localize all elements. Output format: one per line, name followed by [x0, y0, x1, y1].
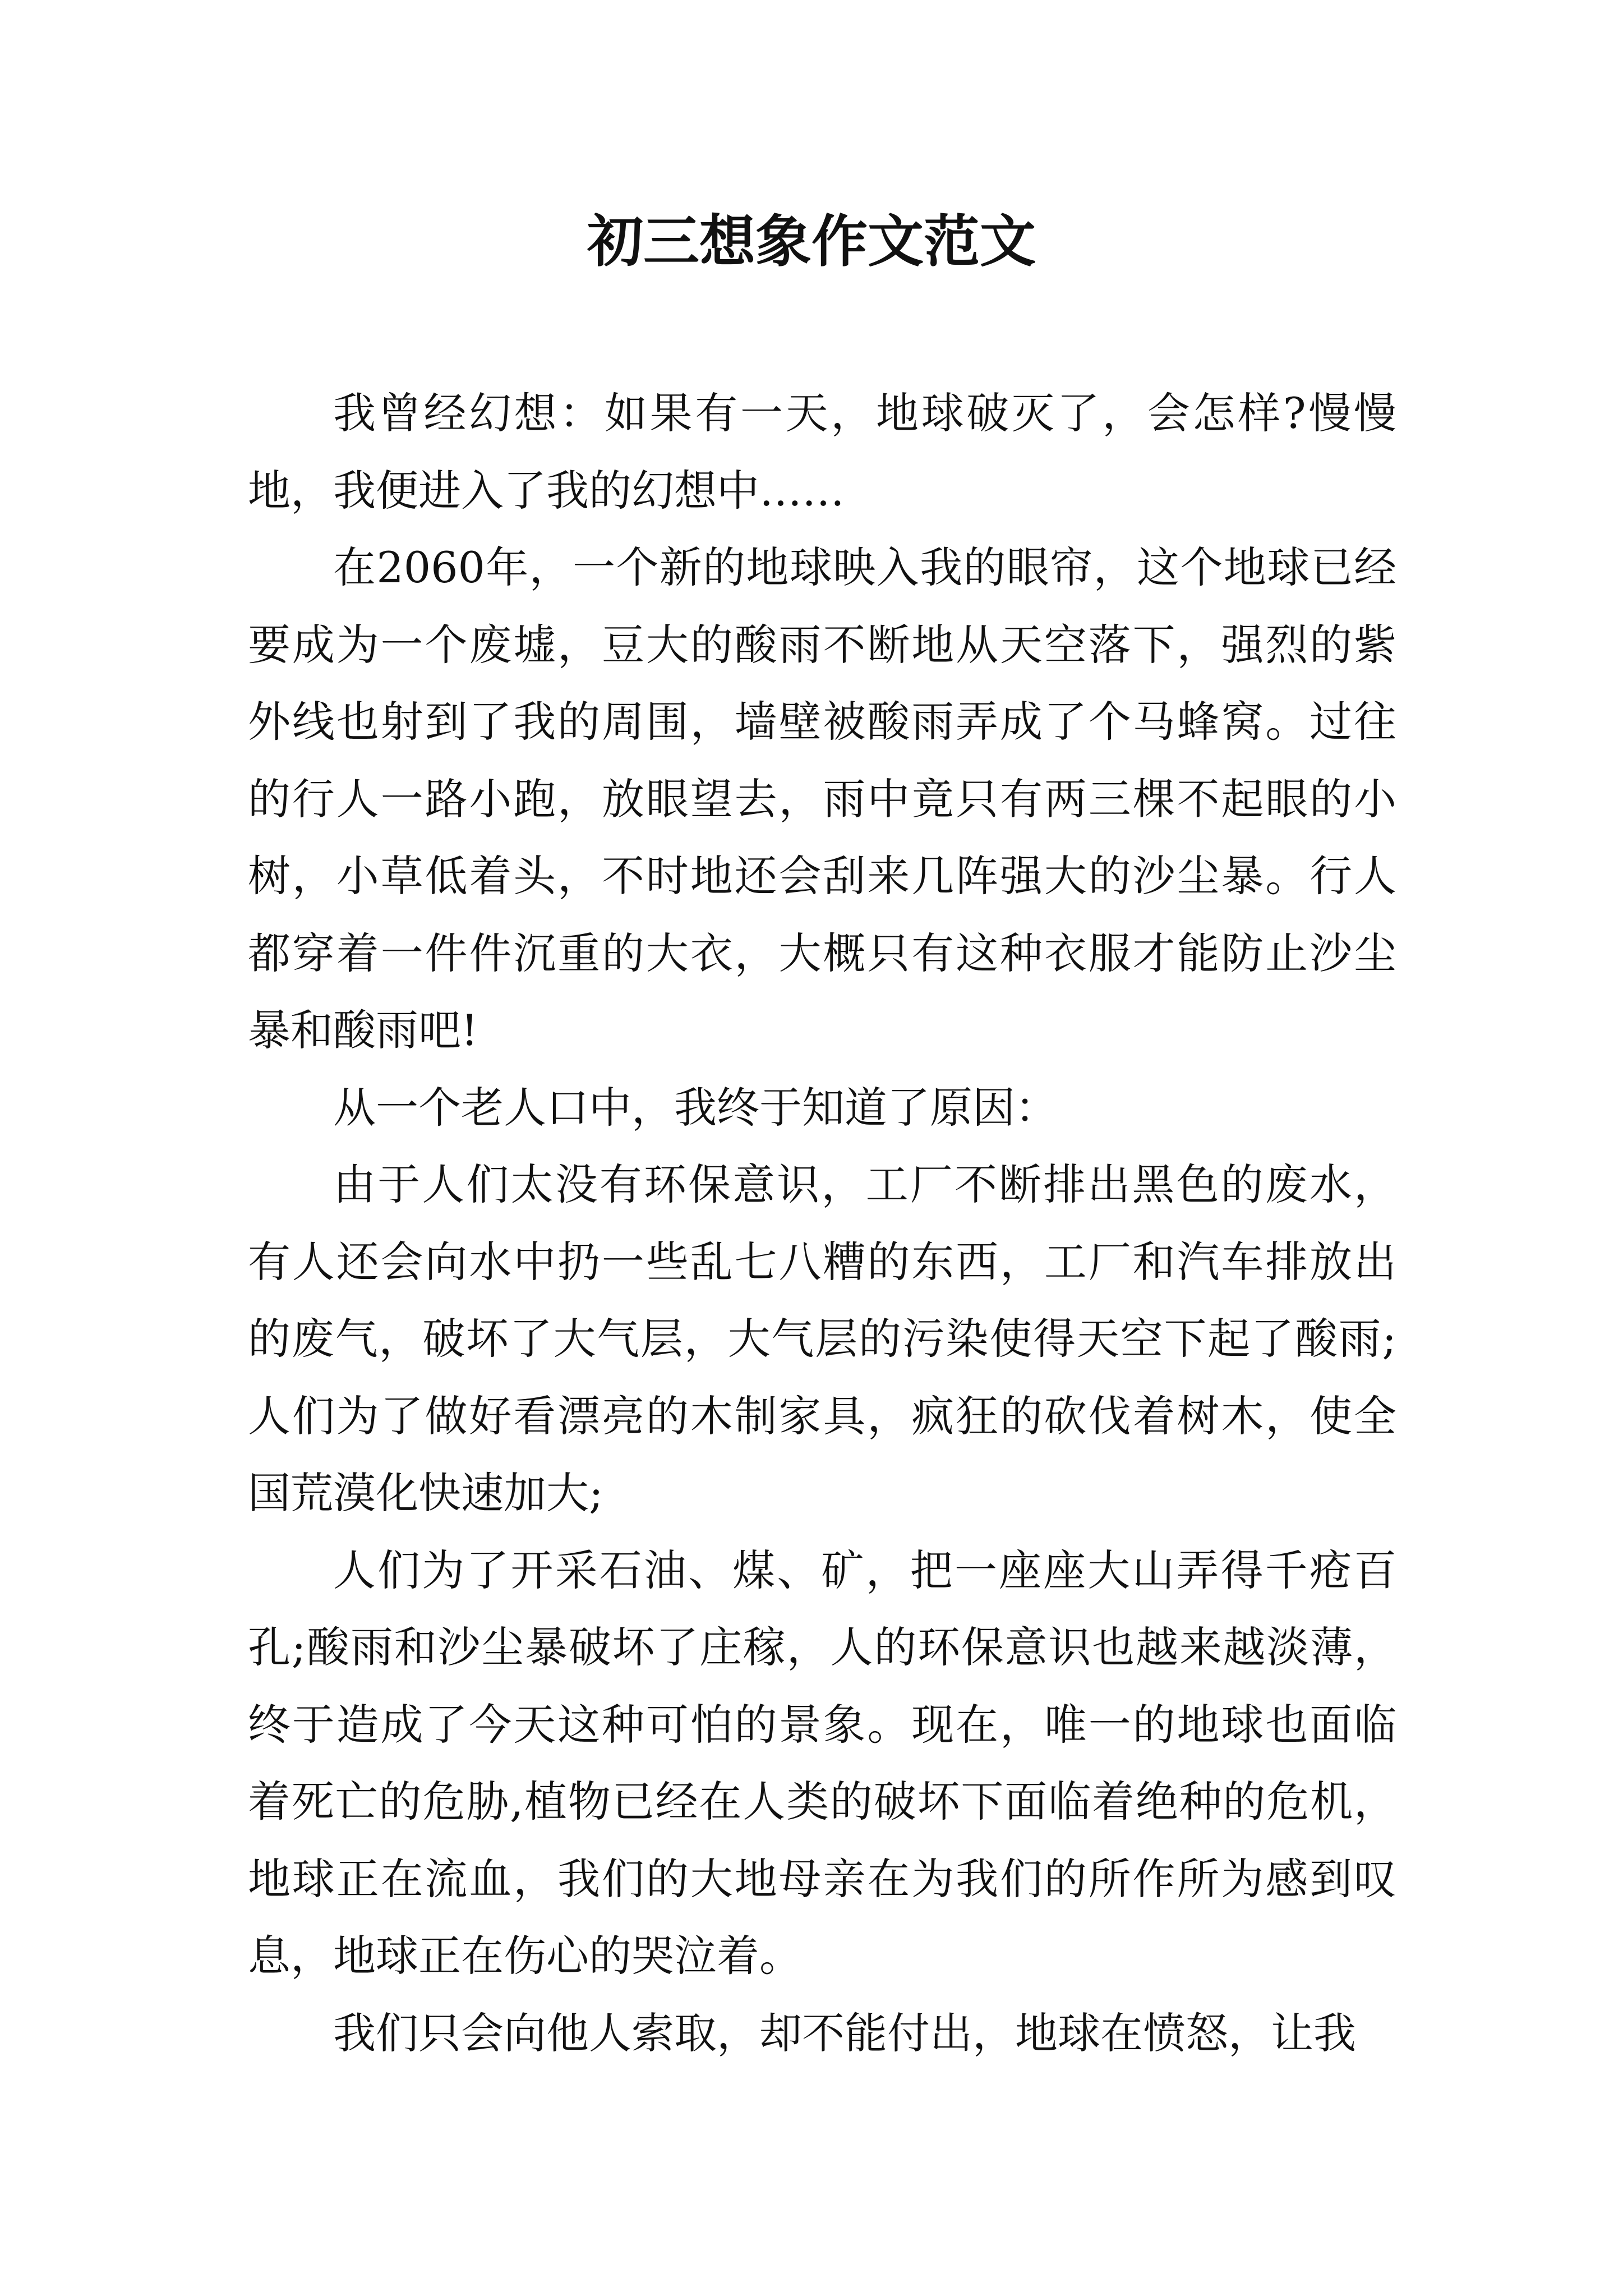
paragraph: 我们只会向他人索取，却不能付出，地球在愤怒，让我 [333, 2008, 1356, 2058]
document-body [248, 375, 1396, 2072]
paragraph: 人们为了开采石油、煤、矿，把一座座大山弄得千疮百孔;酸雨和沙尘暴破坏了庄稼，人的环保意识也越来越淡薄，终于造成了今天这种可怕的景象。现在，唯一的地球也面临着死亡的危胁,植物已经在人类的破坏下面临着绝种的危机，地球正在流血，我们的大地母亲在为我们的所作所为感到叹息，地球正在伤心的哭泣着。 [248, 1545, 1396, 1981]
paragraph: 我曾经幻想：如果有一天，地球破灭了，会怎样?慢慢地，我便进入了我的幻想中…… [248, 388, 1396, 516]
document-title: 初三想象作文范文 [587, 208, 1036, 274]
paragraph: 由于人们太没有环保意识，工厂不断排出黑色的废水，有人还会向水中扔一些乱七八糟的东西，工厂和汽车排放出的废气，破坏了大气层，大气层的污染使得天空下起了酸雨;人们为了做好看漂亮的木制家具，疯狂的砍伐着树木，使全国荒漠化快速加大; [248, 1159, 1396, 1518]
paragraph: 在2060年，一个新的地球映入我的眼帘，这个地球已经要成为一个废墟，豆大的酸雨不断地从天空落下，强烈的紫外线也射到了我的周围，墙壁被酸雨弄成了个马蜂窝。过往的行人一路小跑，放眼望去，雨中竟只有两三棵不起眼的小树，小草低着头，不时地还会刮来几阵强大的沙尘暴。行人都穿着一件件沉重的大衣，大概只有这种衣服才能防止沙尘暴和酸雨吧! [248, 542, 1396, 1055]
paragraph: 从一个老人口中，我终于知道了原因： [333, 1082, 1058, 1133]
